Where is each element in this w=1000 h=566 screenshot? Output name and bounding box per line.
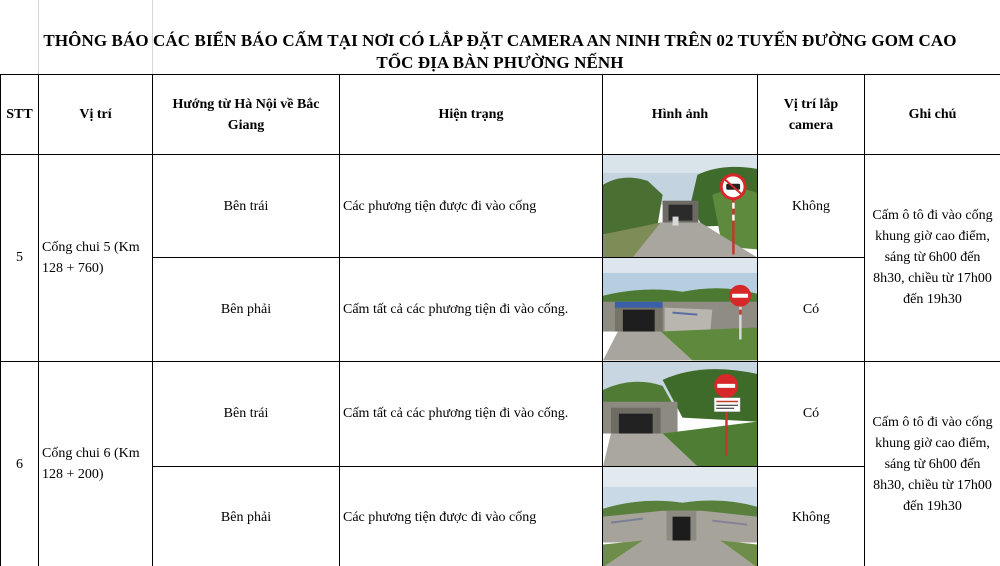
direction-cell: Bên trái xyxy=(153,155,340,258)
header-status: Hiện trạng xyxy=(340,75,603,155)
status-cell: Các phương tiện được đi vào cống xyxy=(340,466,603,566)
camera-cell: Không xyxy=(758,155,865,258)
camera-cell: Không xyxy=(758,466,865,566)
table-row xyxy=(1,155,1000,258)
photo-cell xyxy=(603,155,758,258)
no-entry-sign-photo-icon xyxy=(603,258,757,360)
no-entry-sign-photo-icon xyxy=(603,362,757,466)
header-direction: Hướng từ Hà Nội về Bắc Giang xyxy=(153,75,340,155)
title-line-1: THÔNG BÁO CÁC BIỂN BÁO CẤM TẠI NƠI CÓ LẮP ĐẶT CAMERA AN NINH TRÊN 02 TUYẾN ĐƯỜNG GOM CAO xyxy=(43,31,957,50)
stt-cell: 6 xyxy=(1,361,39,566)
header-row xyxy=(1,75,1000,155)
photo-cell xyxy=(603,361,758,466)
note-cell: Cấm ô tô đi vào cống khung giờ cao điểm, sáng từ 6h00 đến 8h30, chiều từ 17h00 đến 19h30 xyxy=(865,155,1000,362)
table-row xyxy=(1,361,1000,466)
sign-notice-table xyxy=(0,74,1000,566)
location-cell: Cống chui 6 (Km 128 + 200) xyxy=(39,361,153,566)
status-cell: Các phương tiện được đi vào cống xyxy=(340,155,603,258)
location-cell: Cống chui 5 (Km 128 + 760) xyxy=(39,155,153,362)
stt-cell: 5 xyxy=(1,155,39,362)
direction-cell: Bên trái xyxy=(153,361,340,466)
title-line-2: TỐC ĐỊA BÀN PHƯỜNG NẾNH xyxy=(376,53,624,72)
header-image: Hình ảnh xyxy=(603,75,758,155)
note-cell: Cấm ô tô đi vào cống khung giờ cao điểm, sáng từ 6h00 đến 8h30, chiều từ 17h00 đến 19h30 xyxy=(865,361,1000,566)
direction-cell: Bên phải xyxy=(153,258,340,361)
photo-cell xyxy=(603,466,758,566)
status-cell: Cấm tất cả các phương tiện đi vào cống. xyxy=(340,258,603,361)
status-cell: Cấm tất cả các phương tiện đi vào cống. xyxy=(340,361,603,466)
header-stt: STT xyxy=(1,75,39,155)
underpass-photo-icon xyxy=(603,467,757,566)
page-title xyxy=(0,0,1000,74)
direction-cell: Bên phải xyxy=(153,466,340,566)
header-camera: Vị trí lắp camera xyxy=(758,75,865,155)
header-location: Vị trí xyxy=(39,75,153,155)
camera-cell: Có xyxy=(758,361,865,466)
camera-cell: Có xyxy=(758,258,865,361)
no-car-sign-photo-icon xyxy=(603,155,757,257)
header-note: Ghi chú xyxy=(865,75,1000,155)
photo-cell xyxy=(603,258,758,361)
